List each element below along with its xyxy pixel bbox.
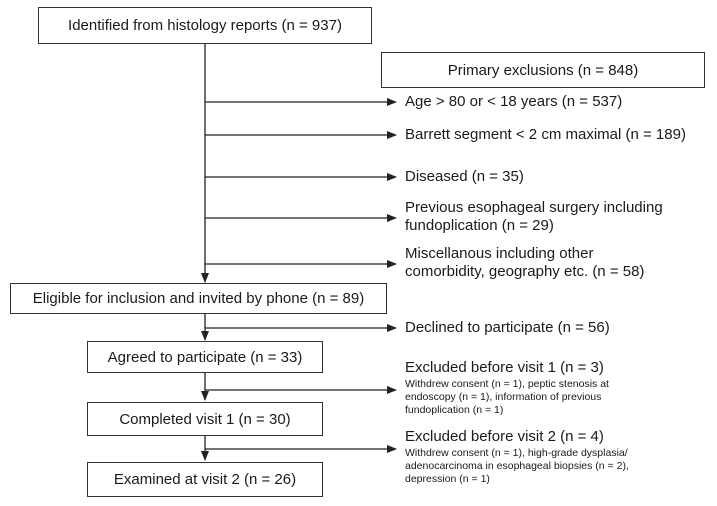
exclusion-misc-line1: Miscellanous including other bbox=[405, 245, 594, 262]
exclusion-age: Age > 80 or < 18 years (n = 537) bbox=[405, 93, 623, 110]
completed-visit1-label: Completed visit 1 (n = 30) bbox=[119, 410, 291, 428]
excluded-v1-line3: fundoplication (n = 1) bbox=[405, 404, 504, 416]
excluded-v2-title: Excluded before visit 2 (n = 4) bbox=[405, 428, 604, 445]
exclusion-misc-line2: comorbidity, geography etc. (n = 58) bbox=[405, 263, 645, 280]
identified-label: Identified from histology reports (n = 937) bbox=[68, 17, 342, 34]
declined-label: Declined to participate (n = 56) bbox=[405, 319, 610, 336]
completed-visit1-box bbox=[87, 402, 323, 436]
agreed-box bbox=[87, 341, 323, 373]
eligible-box bbox=[10, 283, 387, 314]
identified-box bbox=[38, 7, 372, 44]
exclusion-surgery-line2: fundoplication (n = 29) bbox=[405, 217, 554, 234]
excluded-v1-title: Excluded before visit 1 (n = 3) bbox=[405, 359, 604, 376]
excluded-v1-line1: Withdrew consent (n = 1), peptic stenosis at bbox=[405, 378, 609, 390]
agreed-label: Agreed to participate (n = 33) bbox=[107, 348, 303, 366]
exclusion-diseased: Diseased (n = 35) bbox=[405, 168, 524, 185]
exclusion-surgery-line1: Previous esophageal surgery including bbox=[405, 199, 663, 216]
eligible-label: Eligible for inclusion and invited by phone (n = 89) bbox=[32, 290, 365, 307]
excluded-v2-line3: depression (n = 1) bbox=[405, 473, 490, 485]
excluded-v2-line1: Withdrew consent (n = 1), high-grade dysplasia/ bbox=[405, 447, 628, 459]
exclusion-barrett: Barrett segment < 2 cm maximal (n = 189) bbox=[405, 126, 686, 143]
primary-exclusions-label: Primary exclusions (n = 848) bbox=[447, 61, 639, 79]
examined-visit2-box bbox=[87, 462, 323, 497]
primary-exclusions-box bbox=[381, 52, 705, 88]
excluded-v1-line2: endoscopy (n = 1), information of previous bbox=[405, 391, 602, 403]
excluded-v2-line2: adenocarcinoma in esophageal biopsies (n = 2), bbox=[405, 460, 629, 472]
examined-visit2-label: Examined at visit 2 (n = 26) bbox=[113, 471, 297, 488]
